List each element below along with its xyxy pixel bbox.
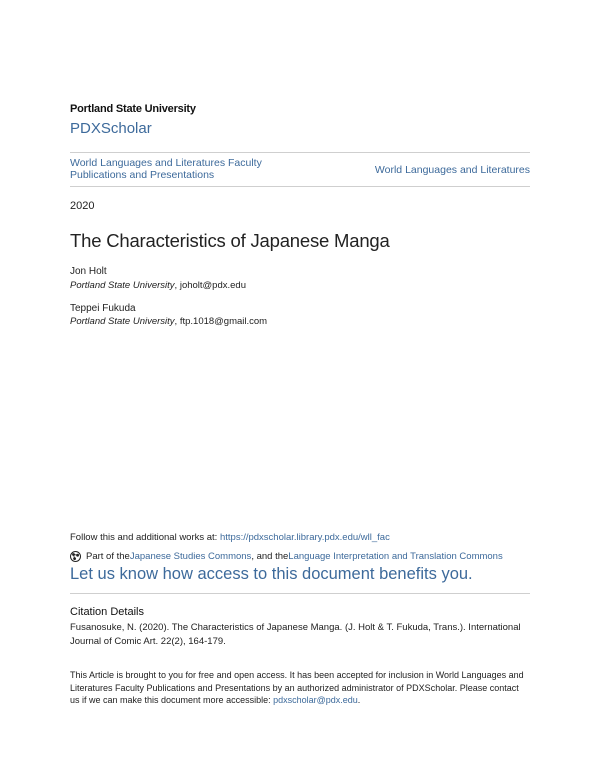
page-title: The Characteristics of Japanese Manga — [70, 230, 390, 251]
footer-text: This Article is brought to you for free and open access. It has been accepted for inclusion in World Languages and Literatures Faculty Publications and Presentations by an authorized administrator of PDXScholar. Please contact us if we can make this document more accessible: — [70, 670, 524, 705]
publication-year: 2020 — [70, 200, 95, 212]
citation-heading: Citation Details — [70, 606, 144, 618]
part-of-prefix: Part of the — [86, 551, 130, 562]
author-email: ftp.1018@gmail.com — [179, 316, 268, 327]
follow-url-link[interactable]: https://pdxscholar.library.pdx.edu/wll_fac — [219, 532, 390, 543]
follow-prefix: Follow this and additional works at: — [70, 532, 220, 543]
series-link[interactable]: World Languages and Literatures Faculty Publications and Presentations — [70, 157, 262, 181]
language-interpretation-commons-link[interactable]: Language Interpretation and Translation Commons — [288, 551, 503, 562]
author-affiliation: Portland State University, joholt@pdx.edu — [70, 280, 246, 291]
author-name: Jon Holt — [70, 266, 107, 277]
affiliation-name: Portland State University — [70, 316, 175, 327]
affiliation-name: Portland State University — [70, 280, 175, 291]
divider-top — [70, 152, 530, 153]
divider-citation — [70, 593, 530, 594]
divider-series — [70, 186, 530, 187]
author-affiliation: Portland State University, ftp.1018@gmail.com — [70, 316, 268, 327]
creative-commons-network-icon — [70, 551, 81, 562]
japanese-studies-commons-link[interactable]: Japanese Studies Commons — [129, 551, 252, 562]
follow-line — [70, 532, 390, 543]
let-us-know-link[interactable]: Let us know how access to this document benefits you. — [70, 565, 473, 583]
pdxscholar-link[interactable]: PDXScholar — [70, 120, 152, 137]
author-email: joholt@pdx.edu — [179, 280, 246, 291]
part-of-middle: , and the — [251, 551, 289, 562]
university-name: Portland State University — [70, 103, 196, 115]
contact-email-link[interactable]: pdxscholar@pdx.edu — [273, 695, 358, 705]
footer-notice — [70, 669, 530, 707]
citation-text: Fusanosuke, N. (2020). The Characteristics of Japanese Manga. (J. Holt & T. Fukuda, Trans.). International Journal of Comic Art. 22(2), 164-179. — [70, 622, 521, 647]
author-name: Teppei Fukuda — [70, 303, 136, 314]
department-link[interactable]: World Languages and Literatures — [374, 164, 530, 176]
part-of-line — [70, 551, 503, 562]
footer-end: . — [357, 695, 361, 705]
